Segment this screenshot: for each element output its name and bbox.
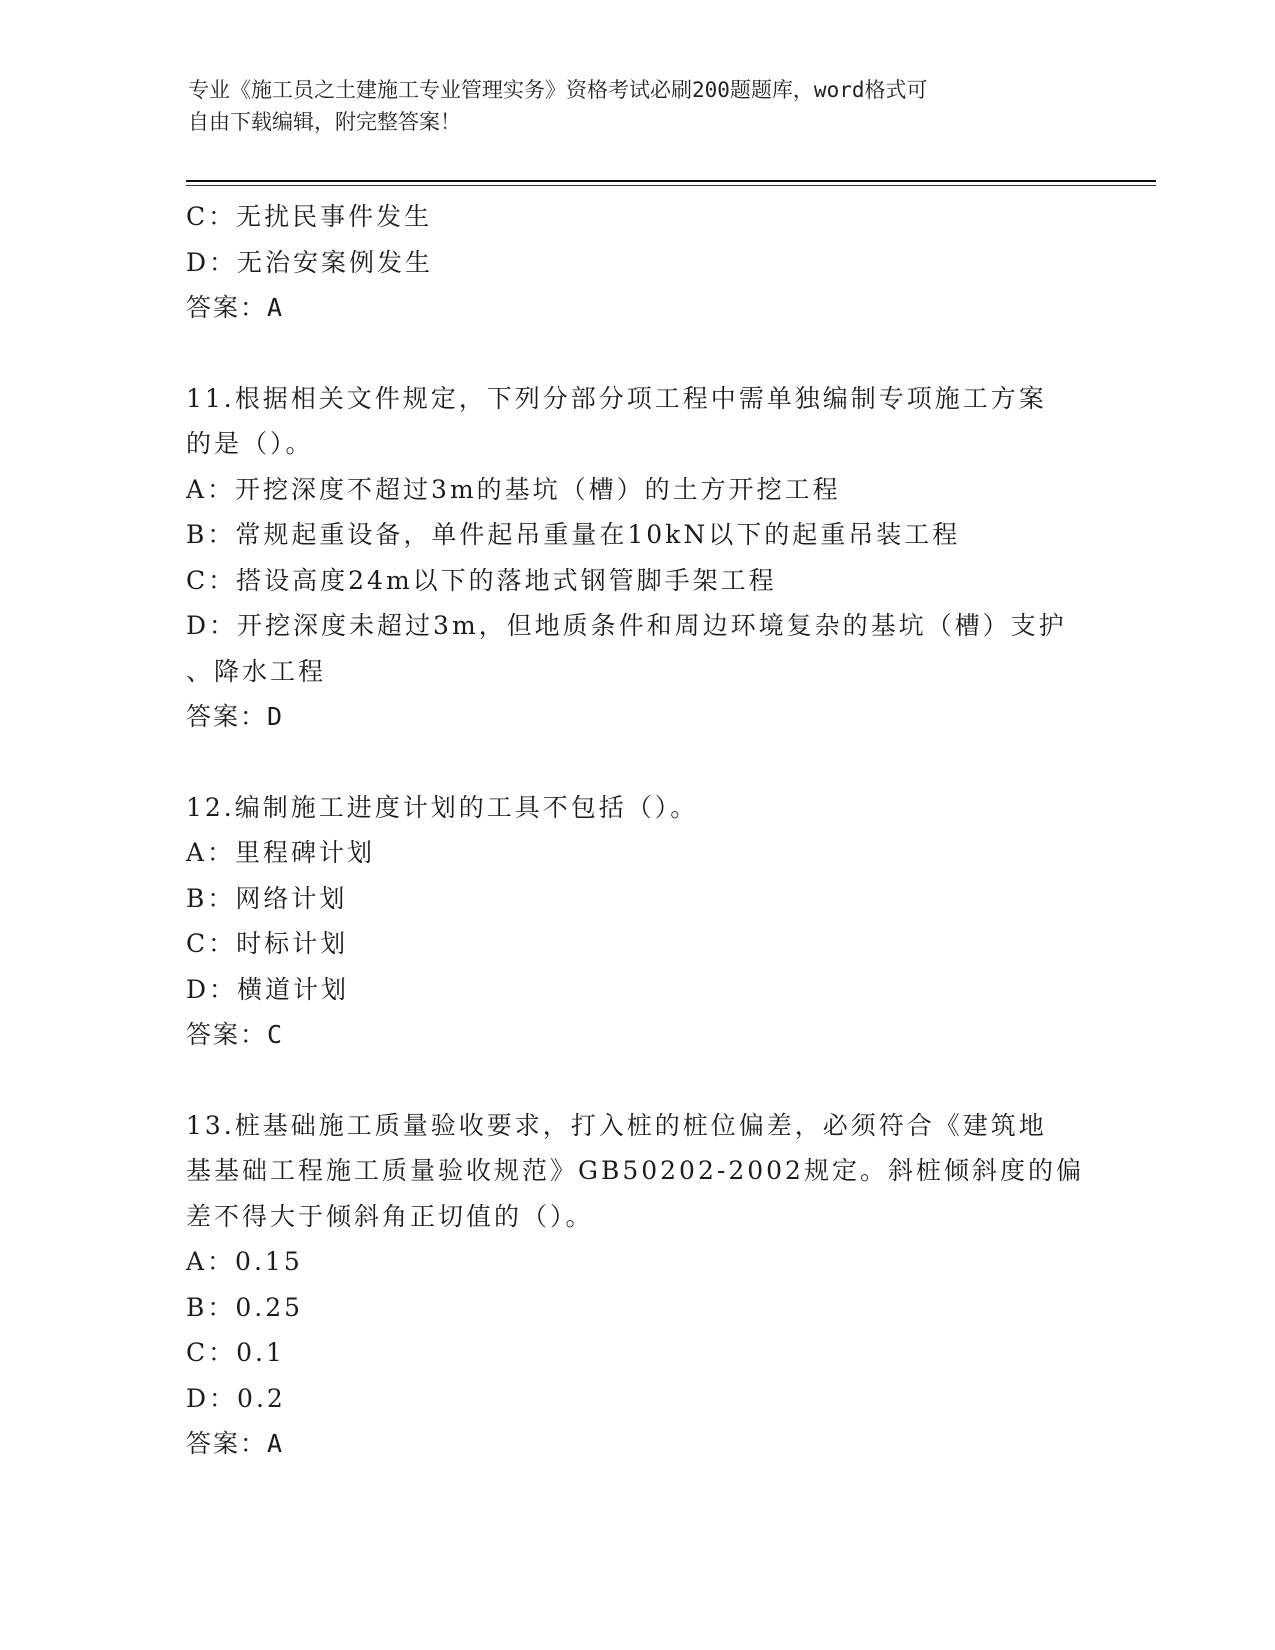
answer-label: 答案： xyxy=(186,1020,268,1049)
header-rule-thin xyxy=(186,185,1156,186)
question-text-line: 基基础工程施工质量验收规范》GB50202-2002规定。斜桩倾斜度的偏 xyxy=(186,1156,1084,1185)
question-text-line: 差不得大于倾斜角正切值的（）。 xyxy=(186,1201,594,1231)
question-10-tail xyxy=(186,194,1086,331)
question-text-line: 11.根据相关文件规定，下列分部分项工程中需单独编制专项施工方案 xyxy=(186,383,1047,413)
answer-label: 答案： xyxy=(186,1429,268,1458)
spacer xyxy=(186,1058,1086,1103)
answer xyxy=(186,1012,1086,1058)
question-list xyxy=(186,194,1086,1467)
answer xyxy=(186,1421,1086,1467)
option-b: B：网络计划 xyxy=(186,883,348,913)
option-d: D：开挖深度未超过3m，但地质条件和周边环境复杂的基坑（槽）支护 xyxy=(186,611,1067,640)
option-c: C：0.1 xyxy=(186,1338,285,1367)
spacer xyxy=(186,740,1086,785)
answer-value: D xyxy=(267,702,286,731)
question-11 xyxy=(186,376,1086,740)
option-d: D：横道计划 xyxy=(186,974,350,1004)
option-c: C：无扰民事件发生 xyxy=(186,202,433,231)
spacer xyxy=(186,331,1086,376)
header-line-2: 自由下载编辑，附完整答案！ xyxy=(188,110,461,134)
answer-value: C xyxy=(267,1020,286,1049)
answer-value: A xyxy=(267,1429,286,1458)
option-b: B：常规起重设备，单件起吊重量在10kN以下的起重吊装工程 xyxy=(186,520,961,549)
option-b: B：0.25 xyxy=(186,1292,304,1322)
option-d: D：0.2 xyxy=(186,1383,286,1413)
answer-label: 答案： xyxy=(186,293,268,322)
question-text-line: 12.编制施工进度计划的工具不包括（）。 xyxy=(186,792,699,822)
option-c: C：搭设高度24m以下的落地式钢管脚手架工程 xyxy=(186,565,777,595)
option-a: A：0.15 xyxy=(186,1247,303,1276)
option-d: D：无治安案例发生 xyxy=(186,247,434,277)
question-text-line: 的是（）。 xyxy=(186,429,314,458)
answer xyxy=(186,694,1086,740)
answer-label: 答案： xyxy=(186,702,268,731)
question-12 xyxy=(186,785,1086,1058)
answer-value: A xyxy=(267,293,286,322)
header-line-1: 专业《施工员之土建施工专业管理实务》资格考试必刷200题题库，word格式可 xyxy=(188,78,928,102)
option-c: C：时标计划 xyxy=(186,929,349,958)
question-text-line: 13.桩基础施工质量验收要求，打入桩的桩位偏差，必须符合《建筑地 xyxy=(186,1110,1047,1140)
option-a: A：里程碑计划 xyxy=(186,838,376,867)
option-a: A：开挖深度不超过3m的基坑（槽）的土方开挖工程 xyxy=(186,474,841,504)
answer xyxy=(186,285,1086,331)
header-rule-thick xyxy=(186,180,1156,182)
option-d-continued: 、降水工程 xyxy=(186,656,327,686)
question-13 xyxy=(186,1103,1086,1467)
page-header xyxy=(188,74,1068,138)
